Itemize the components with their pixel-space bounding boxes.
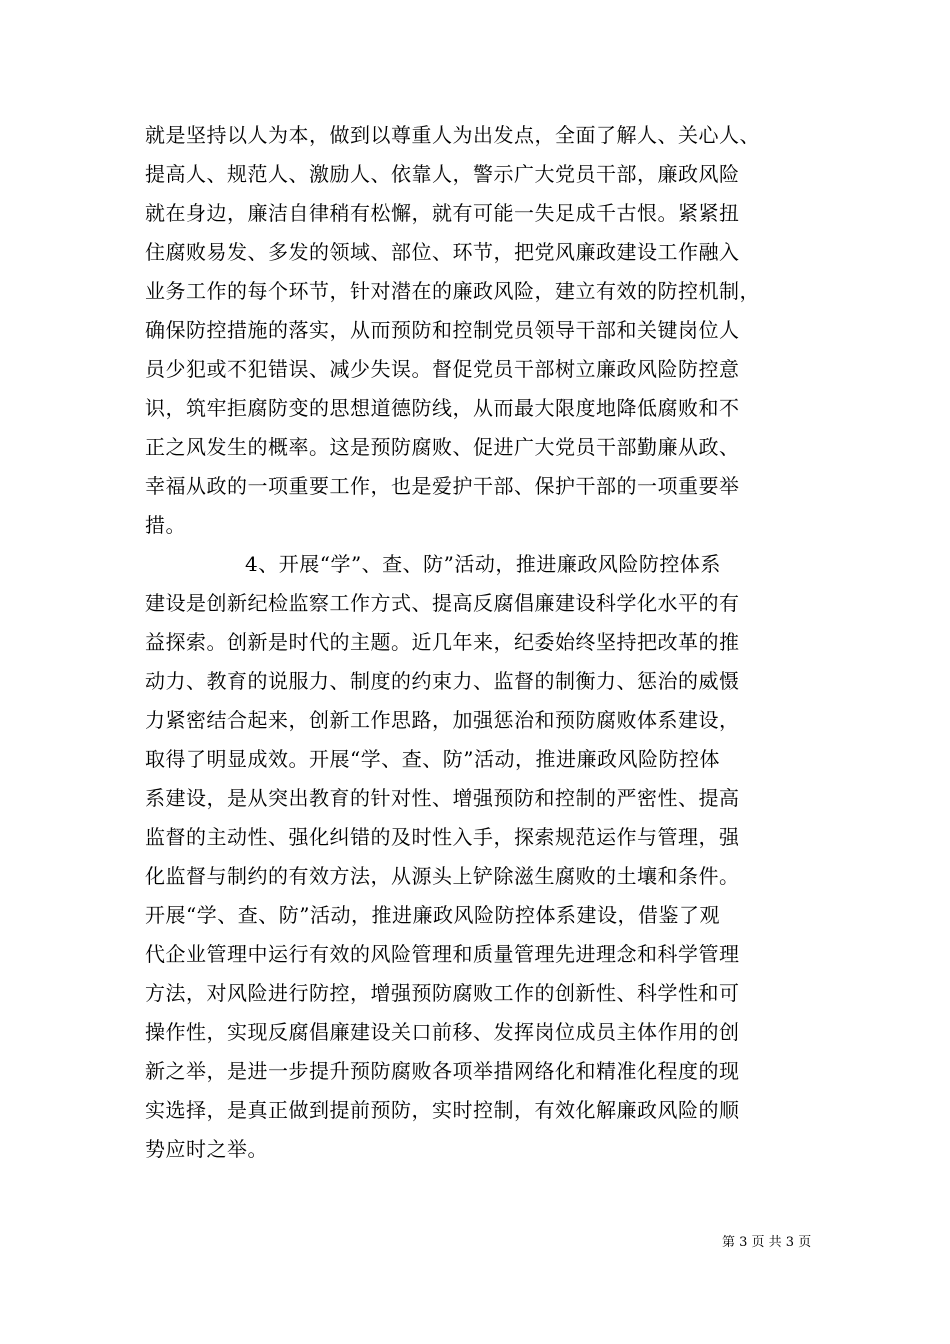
text-line: 幸福从政的一项重要工作，也是爱护干部、保护干部的一项重要举 <box>145 474 740 498</box>
text-line: 方法，对风险进行防控，增强预防腐败工作的创新性、科学性和可 <box>145 981 740 1005</box>
text-line: 代企业管理中运行有效的风险管理和质量管理先进理念和科学管理 <box>145 942 740 966</box>
text-line: 操作性，实现反腐倡廉建设关口前移、发挥岗位成员主体作用的创 <box>145 1020 740 1044</box>
text-line: 措。 <box>145 513 186 537</box>
text-line: 员少犯或不犯错误、减少失误。督促党员干部树立廉政风险防控意 <box>145 357 740 381</box>
body-text <box>145 116 825 1169</box>
text-line: 监督的主动性、强化纠错的及时性入手，探索规范运作与管理，强 <box>145 825 740 849</box>
text-line: 动力、教育的说服力、制度的约束力、监督的制衡力、惩治的威慑 <box>145 669 740 693</box>
paragraph-heading-line: 4、开展“学”、查、防”活动，推进廉政风险防控体系 <box>245 552 721 576</box>
text-line: 开展“学、查、防”活动，推进廉政风险防控体系建设，借鉴了观 <box>145 903 720 927</box>
text-line: 提高人、规范人、激励人、依靠人，警示广大党员干部，廉政风险 <box>145 162 740 186</box>
text-line: 识，筑牢拒腐防变的思想道德防线，从而最大限度地降低腐败和不 <box>145 396 740 420</box>
page-number-footer: 第 3 页 共 3 页 <box>722 1235 812 1250</box>
text-line: 建设是创新纪检监察工作方式、提高反腐倡廉建设科学化水平的有 <box>145 591 740 615</box>
text-line: 系建设，是从突出教育的针对性、增强预防和控制的严密性、提高 <box>145 786 740 810</box>
text-line: 力紧密结合起来，创新工作思路，加强惩治和预防腐败体系建设， <box>145 708 740 732</box>
text-line: 化监督与制约的有效方法，从源头上铲除滋生腐败的土壤和条件。 <box>145 864 740 888</box>
text-line: 取得了明显成效。开展“学、查、防”活动，推进廉政风险防控体 <box>145 747 720 771</box>
text-line: 势应时之举。 <box>145 1137 268 1161</box>
text-line: 正之风发生的概率。这是预防腐败、促进广大党员干部勤廉从政、 <box>145 435 740 459</box>
text-line: 就在身边，廉洁自律稍有松懈，就有可能一失足成千古恨。紧紧扭 <box>145 201 740 225</box>
text-line: 新之举，是进一步提升预防腐败各项举措网络化和精准化程度的现 <box>145 1059 740 1083</box>
text-line: 业务工作的每个环节，针对潜在的廉政风险，建立有效的防控机制， <box>145 279 760 303</box>
text-line: 住腐败易发、多发的领域、部位、环节，把党风廉政建设工作融入 <box>145 240 740 264</box>
text-line: 确保防控措施的落实，从而预防和控制党员领导干部和关键岗位人 <box>145 318 740 342</box>
text-line: 益探索。创新是时代的主题。近几年来，纪委始终坚持把改革的推 <box>145 630 740 654</box>
text-line: 实选择，是真正做到提前预防，实时控制，有效化解廉政风险的顺 <box>145 1098 740 1122</box>
text-line: 就是坚持以人为本，做到以尊重人为出发点，全面了解人、关心人、 <box>145 123 760 147</box>
